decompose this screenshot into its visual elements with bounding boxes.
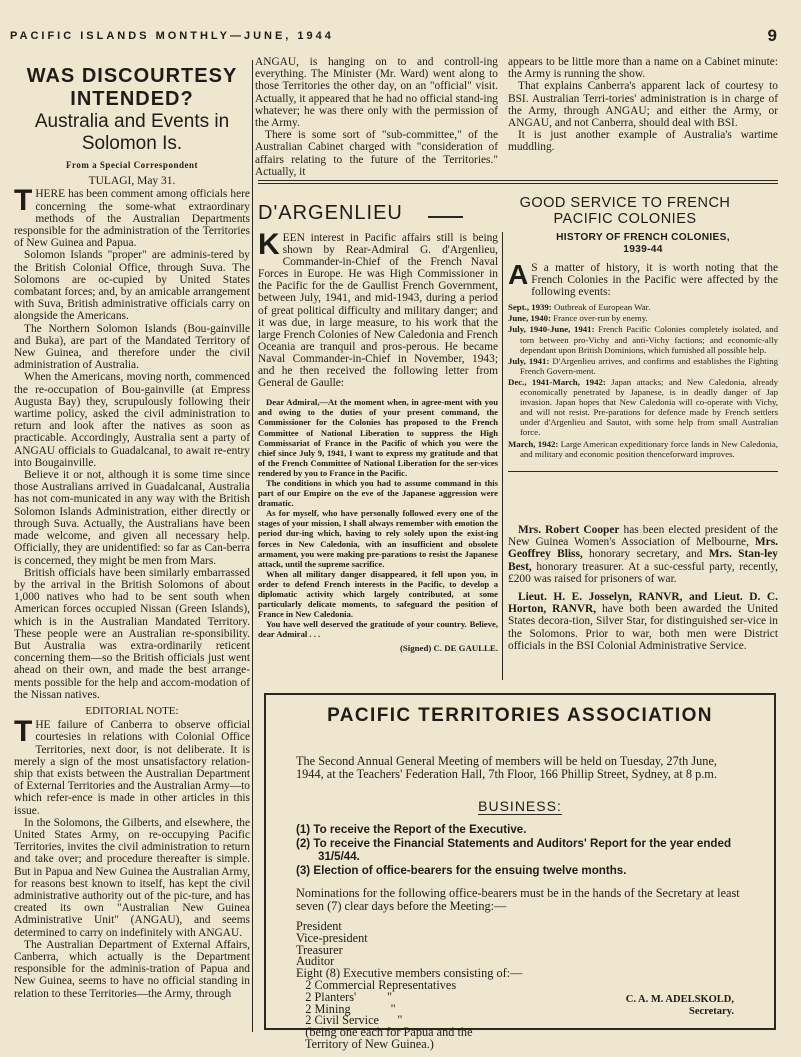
subheadline-line-1: Australia and Events in	[34, 111, 230, 132]
headline-line-1: WAS DISCOURTESY	[26, 65, 238, 87]
signer-title: Secretary.	[689, 1006, 734, 1017]
running-header: PACIFIC ISLANDS MONTHLY—JUNE, 1944	[10, 30, 334, 42]
event-text: French Pacific Colonies completely isolated, and torn between pro-Vichy and anti-Vichy factions; and economic-ally dependant upon British Dominions, which furnished all possible help.	[520, 324, 778, 355]
personal-notes	[508, 524, 778, 652]
name: Lieut. H. E. Josselyn, RANVR, and Lieut. D. C. Horton, RANVR,	[508, 591, 778, 616]
office-bearer: 2 Commercial Representatives	[296, 977, 457, 992]
section-rule	[258, 180, 778, 184]
name: Mrs. Geoffrey Bliss,	[508, 536, 778, 561]
paragraph-text: S a matter of history, it is worth noting that the French Colonies in the Pacific were affected by the following events:	[531, 262, 778, 299]
subtitle-line: GOOD SERVICE TO FRENCH	[519, 195, 731, 211]
drop-cap: T	[14, 715, 33, 749]
event-item	[508, 302, 778, 312]
paragraph: British officials have been similarly embarrassed by the arrival in the British Solomons of about 1,000 natives who had to be sent south when American forces occupied Nissan (Green Islands), which is in the Australian Mandated Territory. These people were an Australian re-sponsibility. But Australia was extra-ordinarily reticent concerning them—so the British officials just went ahead on their own, and made the best arrange-ments possible for the help and accom-modation of the Nissan natives.	[14, 566, 250, 701]
letter-paragraph: You have well deserved the gratitude of your country. Believe, dear Admiral . . .	[258, 619, 498, 640]
subtitle-line: PACIFIC COLONIES	[553, 211, 697, 227]
name: Mrs. Stan-ley Best,	[508, 548, 778, 573]
drop-cap: K	[258, 228, 280, 261]
office-bearer: Territory of New Guinea.)	[296, 1036, 434, 1051]
paragraph-text: EEN interest in Pacific affairs still is being shown by Rear-Admiral G. d'Argenlieu, Commander-in-Chief of the French Naval Forces in Europe. He was High Commissioner in the Pacific for the de Gaullist French Government, between July, 1941, and mid-1943, during a period of great political difficulty and military danger; and it was due, in large measure, to his work that the large French Colonies of New Caledonia and French Oceania are tranquil and pros-perous. He became Naval Commander-in-Chief in November, 1943; and he then received the following letter from General de Gaulle:	[258, 232, 498, 390]
letter-paragraph: The conditions in which you had to assume command in this part of our Empire on the eve of the Japanese aggression were dramatic.	[258, 477, 498, 509]
history-intro	[508, 259, 778, 299]
paragraph	[14, 715, 250, 817]
paragraph: The Northern Solomon Islands (Bou-gainville and Buka), are part of the Mandated Territory of New Guinea, and therefore under the civil administration of Australia.	[14, 322, 250, 372]
article-discourtesy	[14, 65, 250, 1000]
page-number: 9	[767, 26, 777, 45]
business-items	[296, 823, 746, 878]
subheadline-line-2: Solomon Is.	[81, 133, 183, 154]
column-divider	[252, 60, 253, 1032]
event-date: March, 1942:	[508, 438, 561, 449]
column-divider	[502, 232, 503, 680]
name: Mrs. Robert Cooper	[518, 524, 620, 536]
event-date: Sept., 1939:	[508, 302, 554, 313]
paragraph: Solomon Islands "proper" are adminis-tered by the British Colonial Office, through Suva. The Solomons are oc-cupied by United States combatant forces; and, by an amicable arrangement with Suva, British administrative officials carry on alongside the Americans.	[14, 249, 250, 323]
de-gaulle-letter	[258, 397, 498, 653]
business-item: (1) To receive the Report of the Executive.	[296, 823, 527, 836]
dargenlieu-title: D'ARGENLIEU	[258, 202, 403, 224]
paragraph	[508, 591, 778, 652]
notice-intro: The Second Annual General Meeting of members will be held on Tuesday, 27th June, 1944, at the Teachers' Federation Hall, 7th Floor, 166 Phillip Street, Sydney, at 8 p.m.	[296, 754, 717, 781]
headline-line-2: INTENDED?	[70, 88, 194, 110]
history-box	[508, 232, 778, 472]
office-bearer: Treasurer	[296, 942, 343, 957]
business-item: (3) Election of office-bearers for the ensuing twelve months.	[296, 864, 627, 877]
event-item	[508, 377, 778, 438]
event-date: June, 1940:	[508, 313, 554, 324]
paragraph: appears to be little more than a name on a Cabinet minute: the Army is running the show.	[508, 56, 778, 81]
event-item	[508, 439, 778, 459]
notice-title: PACIFIC TERRITORIES ASSOCIATION	[327, 705, 713, 726]
paragraph-text: HE failure of Canberra to observe official courtesies in relations with Colonial Office Territories, next door, is not deliberate. It is merely a sign of the most unsatisfactory relation-ship that exists between the Australian Department of External Territories and the Australian Army—to which refer-ence is made in other articles in this issue.	[14, 719, 250, 817]
text: have both been awarded the United States decora-tion, Silver Star, for distinguished ser-vice in the Solomons. Prior to war, both men were District officials in the BSI Colonial Administrative Service.	[508, 603, 779, 652]
event-item	[508, 313, 778, 323]
office-bearer: 2 Planters' "	[296, 989, 393, 1004]
editorial-note-heading: EDITORIAL NOTE:	[85, 704, 179, 717]
paragraph	[14, 184, 250, 250]
paragraph: There is some sort of "sub-committee," of the Australian Cabinet charged with "consideration of affairs relating to the future of the Territories." Actually, it	[255, 129, 498, 178]
office-bearer: Auditor	[296, 954, 335, 969]
business-item: (2) To receive the Financial Statements and Auditors' Report for the year ended 31/5/44.	[296, 837, 732, 863]
nominations-text: Nominations for the following office-bearers must be in the hands of the Secretary at least seven (7) clear days before the Meeting:—	[296, 886, 740, 913]
paragraph: It is just another example of Australia's wartime muddling.	[508, 129, 778, 154]
business-heading-text: BUSINESS:	[478, 798, 562, 814]
event-list	[508, 302, 778, 458]
section-rule	[508, 471, 778, 472]
history-heading-2: 1939-44	[623, 244, 663, 255]
event-date: Dec., 1941-March, 1942:	[508, 376, 612, 387]
text: has been elected president of the New Guinea Women's Association of Melbourne,	[508, 524, 778, 549]
event-text: France over-run by enemy.	[553, 313, 648, 324]
signature: (Signed) C. DE GAULLE.	[399, 643, 498, 654]
history-heading-1: HISTORY OF FRENCH COLONIES,	[556, 232, 730, 243]
continuation-col-2	[255, 56, 498, 178]
continuation-col-3	[508, 56, 778, 154]
paragraph-text: HERE has been comment among officials here concerning the some-what extraordinary methods of the Australian Departments responsible for the administration of the Territories of New Guinea and Papua.	[14, 188, 250, 250]
article-dargenlieu	[258, 228, 498, 654]
text: honorary treasurer. At a suc-cessful party, recently, £200 was raised for prisoners of war.	[508, 560, 778, 585]
office-bearer: (being one each for Papua and the	[296, 1025, 473, 1040]
dargenlieu-heading	[258, 196, 786, 236]
event-text: D'Argenlieu arrives, and confirms and establishes the Fighting French Govern-ment.	[520, 355, 778, 376]
event-item	[508, 356, 778, 376]
paragraph: In the Solomons, the Gilberts, and elsewhere, the United States Army, on re-occupying Pacific Territories, invites the civil administration to return and take over; and procedure thereafter is simple. But in Papua and New Guinea the Australian Army, for reasons best known to itself, has kept the civil administrative authority out of the pic-ture, and has created its own "Australian New Guinea Administrative Unit" (ANGAU), and seems determined to carry on indefinitely with ANGAU.	[14, 816, 250, 939]
byline: From a Special Correspondent	[66, 160, 198, 170]
drop-cap: A	[508, 259, 529, 290]
event-date: July, 1941:	[508, 355, 553, 366]
office-bearer: Vice-president	[296, 930, 368, 945]
office-bearer-list	[296, 921, 746, 1051]
text: honorary secretary, and	[582, 548, 709, 561]
drop-cap: T	[14, 184, 33, 218]
event-item	[508, 324, 778, 354]
office-bearer: Eight (8) Executive members consisting of:—	[296, 966, 523, 981]
letter-paragraph: Dear Admiral,—At the moment when, in agree-ment with you and owing to the duties of your present command, the Commissioner for the Colonies has proposed to the French Committee of National Liberation to suppress the High Commissariat of France in the Pacific of which you were the chief since July 9, 1941, I want to express my gratitude and that of the French Committee of National Liberation for the ser-vices rendered by you to France in the Pacific.	[258, 397, 498, 478]
office-bearer: 2 Mining "	[296, 1001, 396, 1016]
event-text: Large American expeditionary force lands in New Caledonia, and military and economic position thenceforward improves.	[520, 438, 778, 459]
paragraph: ANGAU, is hanging on to and controll-ing everything. The Minister (Mr. Ward) went along to those Territories the other day, on an "official" visit. Actually, it appeared that he had no official stand-ing whatever; he was there only with the permission of the Army.	[255, 56, 498, 130]
office-bearer: President	[296, 919, 342, 933]
event-text: Japan attacks; and New Caledonia, already economically penetrated by Japanese, is in deadly danger of Jap invasion. Japan hopes that New Caledonia will co-operate with Vichy, and will not resist. Pre-parations for defence made by French settlers under d'Argenlieu and Sautot, with some help from small Australian force.	[520, 376, 778, 438]
paragraph: That explains Canberra's apparent lack of courtesy to BSI. Australian Terri-tories' administration is in charge of the Army, through ANGAU; and either the Army, or ANGAU, and not Canberra, should deal with BSI.	[508, 80, 778, 130]
letter-paragraph: As for myself, who have personally followed every one of the stages of your mission, I shall always remember with emotion the period dur-ing which, having to rely solely upon the exist-ing forces in New Caledonia, with an insufficient and obsolete armament, you were making pre-parations to resist the Japanese attack, until the supreme sacrifice.	[258, 508, 498, 569]
office-bearer: 2 Civil Service "	[296, 1013, 403, 1028]
paragraph	[258, 228, 498, 390]
business-heading	[266, 798, 774, 814]
paragraph: When the Americans, moving north, commenced the re-occupation of Bou-gainville (at Empress Augusta Bay) they, scrupulously following their wartime policy, asked the civil administration to return and look after the natives as soon as practicable. Accordingly, Australia sent a party of ANGAU officials to Guadalcanal, to await re-entry into Bougainville.	[14, 371, 250, 469]
paragraph	[508, 524, 778, 585]
paragraph: Believe it or not, although it is some time since those Australians arrived in Guadalcanal, Australia has not com-municated in any way with the British Solomon Islands Administration, either directly or through Suva. Actually, the Australians have been made welcome, and given all necessary help. Officially, they are unidentified: so far as Can-berra is concerned, they might be men from Mars.	[14, 469, 250, 567]
signer-name: C. A. M. ADELSKOLD,	[625, 994, 734, 1005]
dargenlieu-subtitle	[464, 195, 786, 227]
dateline: TULAGI, May 31.	[88, 175, 176, 188]
event-text: Outbreak of European War.	[553, 302, 651, 313]
dash-rule	[428, 216, 463, 218]
letter-paragraph: When all military danger disappeared, it fell upon you, in order to defend French interests in the Pacific, to develop a diplomatic activity which largely contributed, at some particularly delicate moments, to safeguard the position of France in New Caledonia.	[258, 568, 498, 620]
event-date: July, 1940-June, 1941:	[508, 324, 599, 335]
paragraph: The Australian Department of External Affairs, Canberra, which actually is the Department responsible for the adminis-tration of Papua and New Guinea, seems to have no official standing in relation to these Territories—the Army, through	[14, 938, 250, 1000]
association-notice	[264, 693, 776, 1051]
notice-signature	[626, 994, 734, 1018]
